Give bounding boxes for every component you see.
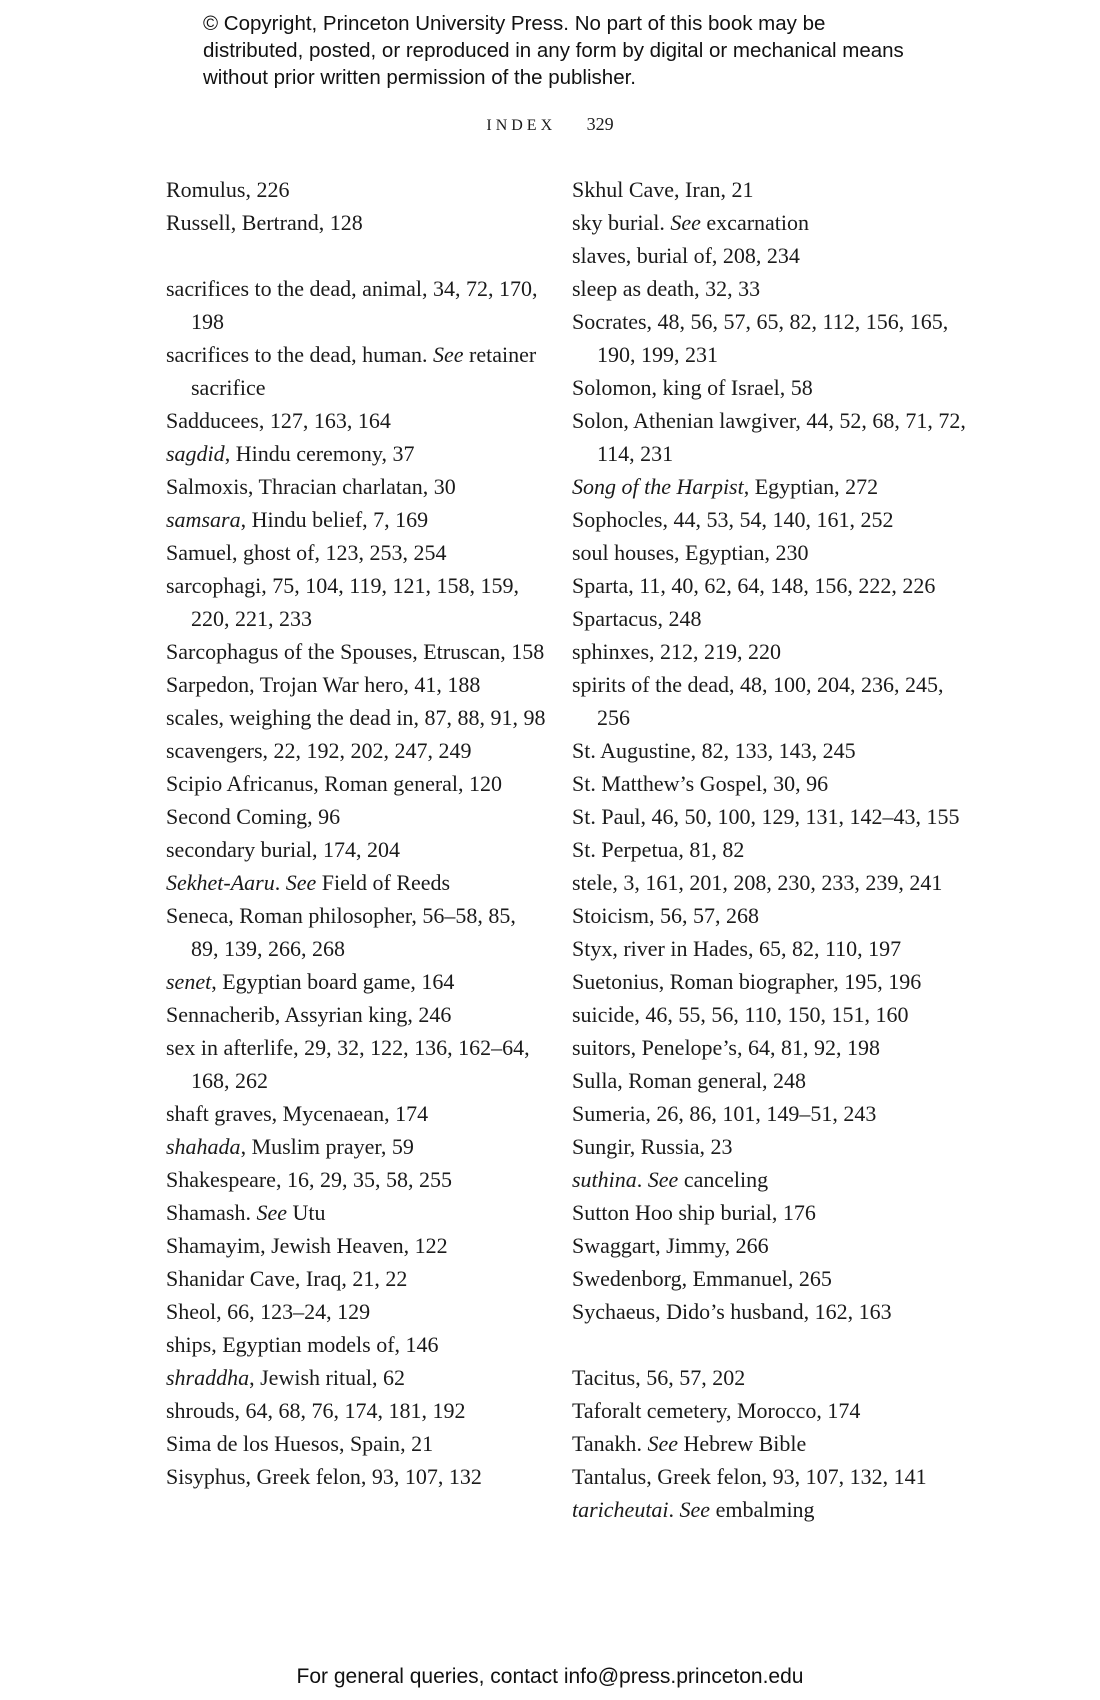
index-locators: , 64, 68, 76, 174, 181, 192 — [234, 1398, 466, 1423]
index-term: Solon, Athenian lawgiver — [572, 408, 796, 433]
index-locators: , 158 — [500, 639, 545, 664]
index-entry — [572, 767, 972, 800]
page-number: 329 — [586, 114, 614, 134]
index-term: spirits of the dead — [572, 672, 730, 697]
index-term: Shamayim, Jewish Heaven — [166, 1233, 404, 1258]
index-term: samsara — [166, 507, 241, 532]
index-term: sagdid — [166, 441, 225, 466]
index-entry — [572, 1031, 972, 1064]
index-term: Seneca, Roman philosopher — [166, 903, 412, 928]
index-entry — [572, 1262, 972, 1295]
index-term: Shanidar Cave, Iraq — [166, 1266, 342, 1291]
index-locators: , 3, 161, 201, 208, 230, 233, 239, 241 — [612, 870, 943, 895]
index-entry — [166, 668, 546, 701]
index-locators: , Hindu ceremony, 37 — [224, 441, 415, 466]
letter-group-gap — [572, 1328, 972, 1361]
index-entry — [572, 173, 972, 206]
index-term: suitors, Penelope’s — [572, 1035, 737, 1060]
index-locators: , 21 — [720, 177, 754, 202]
index-term: Tantalus, Greek felon — [572, 1464, 762, 1489]
index-locators: , 246 — [407, 1002, 452, 1027]
index-locators: , 123, 253, 254 — [314, 540, 447, 565]
index-term: slaves, burial of — [572, 243, 712, 268]
index-locators: . — [668, 1497, 680, 1522]
index-term: Shakespeare — [166, 1167, 276, 1192]
index-locators: , 21, 22 — [341, 1266, 408, 1291]
see-label: See — [256, 1200, 287, 1225]
index-entry — [166, 866, 546, 899]
index-entry — [572, 206, 972, 239]
cross-reference: retainer sacrifice — [191, 342, 537, 400]
index-entry — [166, 437, 546, 470]
cross-reference: Utu — [286, 1200, 326, 1225]
letter-group-gap — [166, 239, 546, 272]
index-entry — [572, 998, 972, 1031]
index-column-left — [166, 173, 546, 1493]
index-entry — [166, 635, 546, 668]
index-term: Sekhet-Aaru — [166, 870, 275, 895]
index-term: Styx, river in Hades — [572, 936, 748, 961]
index-locators: , 56, 57, 268 — [649, 903, 760, 928]
index-entry — [572, 1097, 972, 1130]
index-term: St. Augustine — [572, 738, 691, 763]
index-entry — [166, 1394, 546, 1427]
index-entry — [572, 602, 972, 635]
index-locators: , 30, 96 — [762, 771, 829, 796]
index-term: soul houses, Egyptian — [572, 540, 765, 565]
index-term: St. Matthew’s Gospel — [572, 771, 763, 796]
index-entry — [166, 470, 546, 503]
index-term: Samuel, ghost of — [166, 540, 315, 565]
index-entry — [166, 998, 546, 1031]
cross-reference: Field of Reeds — [316, 870, 451, 895]
index-entry — [166, 833, 546, 866]
running-head-title: INDEX — [486, 117, 557, 134]
index-term: Socrates — [572, 309, 647, 334]
index-locators: , 34, 72, 170, 198 — [191, 276, 538, 334]
index-term: Sumeria — [572, 1101, 646, 1126]
index-entry — [166, 1130, 546, 1163]
index-term: sky burial — [572, 210, 660, 235]
index-entry — [572, 899, 972, 932]
index-entry — [166, 1361, 546, 1394]
index-entry — [166, 1196, 546, 1229]
index-entry — [166, 1295, 546, 1328]
see-label: See — [647, 1431, 678, 1456]
index-entry — [166, 701, 546, 734]
index-entry — [166, 404, 546, 437]
index-term: Shamash — [166, 1200, 246, 1225]
index-term: scales, weighing the dead in — [166, 705, 414, 730]
index-entry — [166, 536, 546, 569]
index-entry — [166, 1427, 546, 1460]
index-term: Sutton Hoo ship burial — [572, 1200, 772, 1225]
index-locators: , 195, 196 — [833, 969, 922, 994]
index-entry — [572, 668, 972, 734]
index-term: Sungir, Russia — [572, 1134, 700, 1159]
index-entry — [572, 272, 972, 305]
index-term: Taforalt cemetery, Morocco — [572, 1398, 817, 1423]
see-label: See — [432, 342, 464, 367]
index-entry — [572, 404, 972, 470]
index-entry — [166, 206, 546, 239]
index-term: shraddha — [166, 1365, 250, 1390]
index-entry — [572, 569, 972, 602]
index-entry — [572, 1394, 972, 1427]
index-locators: , 87, 88, 91, 98 — [413, 705, 546, 730]
index-term: Sisyphus, Greek felon — [166, 1464, 361, 1489]
index-locators: . — [636, 1167, 648, 1192]
index-locators: , Jewish ritual, 62 — [249, 1365, 405, 1390]
index-locators: , 174 — [816, 1398, 861, 1423]
index-term: Swaggart, Jimmy — [572, 1233, 725, 1258]
index-entry — [572, 1427, 972, 1460]
running-head — [0, 114, 1100, 135]
index-term: St. Perpetua — [572, 837, 679, 862]
index-entry — [572, 1229, 972, 1262]
index-locators: , 41, 188 — [403, 672, 481, 697]
index-entry — [572, 1295, 972, 1328]
index-entry — [572, 1163, 972, 1196]
index-entry — [166, 503, 546, 536]
index-term: Sadducees — [166, 408, 259, 433]
index-locators: , 96 — [307, 804, 341, 829]
index-locators: , 127, 163, 164 — [258, 408, 391, 433]
index-locators: , 46, 50, 100, 129, 131, 142–43, 155 — [640, 804, 960, 829]
index-term: Sychaeus, Dido’s husband — [572, 1299, 804, 1324]
index-term: taricheutai — [572, 1497, 669, 1522]
index-term: Romulus — [166, 177, 246, 202]
index-column-right — [572, 173, 972, 1526]
index-locators: , 46, 55, 56, 110, 150, 151, 160 — [634, 1002, 909, 1027]
index-locators: , 265 — [787, 1266, 832, 1291]
index-locators: , Egyptian board game, 164 — [211, 969, 455, 994]
index-term: Tanakh — [572, 1431, 637, 1456]
index-entry — [572, 1460, 972, 1493]
index-entry — [572, 965, 972, 998]
index-entry — [572, 470, 972, 503]
index-term: sex in afterlife — [166, 1035, 294, 1060]
index-locators: , 44, 53, 54, 140, 161, 252 — [662, 507, 894, 532]
index-locators: . — [636, 1431, 648, 1456]
index-term: sacrifices to the dead, human — [166, 342, 422, 367]
index-entry — [166, 272, 546, 338]
index-entry — [166, 800, 546, 833]
index-entry — [166, 734, 546, 767]
index-entry — [572, 1064, 972, 1097]
index-entry — [166, 1097, 546, 1130]
index-entry — [166, 1031, 546, 1097]
index-entry — [166, 173, 546, 206]
index-locators: , 174 — [384, 1101, 429, 1126]
index-locators: , 26, 86, 101, 149–51, 243 — [645, 1101, 877, 1126]
index-locators: , 44, 52, 68, 71, 72, 114, 231 — [597, 408, 966, 466]
index-locators: , 266 — [724, 1233, 769, 1258]
cross-reference: excarnation — [700, 210, 810, 235]
index-entry — [166, 1163, 546, 1196]
index-term: sphinxes — [572, 639, 649, 664]
index-term: Stoicism — [572, 903, 650, 928]
index-locators: , Egyptian, 272 — [743, 474, 879, 499]
index-locators: , 93, 107, 132, 141 — [761, 1464, 927, 1489]
index-locators: , 48, 56, 57, 65, 82, 112, 156, 165, 190, 199, 231 — [597, 309, 949, 367]
index-term: Tacitus — [572, 1365, 636, 1390]
index-locators: , Muslim prayer, 59 — [240, 1134, 414, 1159]
index-term: shaft graves, Mycenaean — [166, 1101, 385, 1126]
index-term: Sulla, Roman general — [572, 1068, 763, 1093]
index-term: Scipio Africanus, Roman general — [166, 771, 459, 796]
index-entry — [572, 635, 972, 668]
index-term: Russell, Bertrand — [166, 210, 319, 235]
index-entry — [572, 1130, 972, 1163]
index-locators: , 212, 219, 220 — [649, 639, 781, 664]
index-term: Sarpedon, Trojan War hero — [166, 672, 404, 697]
index-locators: , 174, 204 — [312, 837, 400, 862]
index-term: Second Coming — [166, 804, 308, 829]
index-locators: , 32, 33 — [694, 276, 761, 301]
index-term: St. Paul — [572, 804, 641, 829]
index-term: Song of the Harpist — [572, 474, 744, 499]
index-entry — [572, 305, 972, 371]
index-locators: . — [274, 870, 286, 895]
index-entry — [572, 536, 972, 569]
index-locators: , 23 — [699, 1134, 733, 1159]
index-locators: , 48, 100, 204, 236, 245, 256 — [597, 672, 944, 730]
index-locators: , 226 — [245, 177, 290, 202]
index-locators: , 128 — [318, 210, 363, 235]
index-locators: , 65, 82, 110, 197 — [747, 936, 902, 961]
index-entry — [572, 932, 972, 965]
index-locators: , 82, 133, 143, 245 — [690, 738, 856, 763]
index-term: Sima de los Huesos, Spain — [166, 1431, 401, 1456]
index-locators: , 56–58, 85, 89, 139, 266, 268 — [191, 903, 516, 961]
index-entry — [166, 767, 546, 800]
see-label: See — [285, 870, 317, 895]
index-locators: . — [245, 1200, 257, 1225]
index-entry — [572, 866, 972, 899]
index-entry — [572, 734, 972, 767]
index-entry — [166, 1229, 546, 1262]
index-term: suicide — [572, 1002, 635, 1027]
index-locators: , 208, 234 — [711, 243, 800, 268]
index-locators: , 64, 81, 92, 198 — [737, 1035, 880, 1060]
index-locators: , 176 — [771, 1200, 816, 1225]
index-entry — [166, 569, 546, 635]
index-term: Sennacherib, Assyrian king — [166, 1002, 408, 1027]
index-locators: , 22, 192, 202, 247, 249 — [262, 738, 472, 763]
index-term: Solomon, king of Israel — [572, 375, 780, 400]
index-entry — [572, 503, 972, 536]
see-label: See — [679, 1497, 711, 1522]
index-entry — [572, 833, 972, 866]
index-locators: , 81, 82 — [678, 837, 745, 862]
index-term: sleep as death — [572, 276, 695, 301]
copyright-notice: © Copyright, Princeton University Press. No part of this book may be distributed, posted, or reproduced in any form by digital or mechanical means without prior written permission of the publisher. — [203, 12, 904, 89]
index-term: shrouds — [166, 1398, 235, 1423]
index-locators: , 122 — [403, 1233, 448, 1258]
index-term: Sophocles — [572, 507, 663, 532]
index-locators: , 11, 40, 62, 64, 148, 156, 222, 226 — [628, 573, 936, 598]
index-locators: , 120 — [458, 771, 503, 796]
index-locators: , 29, 32, 122, 136, 162–64, 168, 262 — [191, 1035, 530, 1093]
index-term: suthina — [572, 1167, 637, 1192]
index-locators: , 58 — [779, 375, 813, 400]
index-locators: , 230 — [764, 540, 809, 565]
footer-contact: For general queries, contact info@press.princeton.edu — [296, 1665, 804, 1688]
index-locators: , Hindu belief, 7, 169 — [240, 507, 429, 532]
index-entry — [166, 1460, 546, 1493]
index-term: sarcophagi — [166, 573, 262, 598]
cross-reference: Hebrew Bible — [677, 1431, 807, 1456]
cross-reference: canceling — [678, 1167, 769, 1192]
index-term: scavengers — [166, 738, 263, 763]
index-term: Sheol — [166, 1299, 217, 1324]
index-entry — [572, 1196, 972, 1229]
index-term: Salmoxis, Thracian charlatan — [166, 474, 423, 499]
index-entry — [166, 1328, 546, 1361]
index-term: Swedenborg, Emmanuel — [572, 1266, 788, 1291]
index-term: Sparta — [572, 573, 629, 598]
index-locators: , 75, 104, 119, 121, 158, 159, 220, 221, 233 — [191, 573, 519, 631]
index-term: stele — [572, 870, 613, 895]
index-locators: , 162, 163 — [803, 1299, 892, 1324]
see-label: See — [647, 1167, 679, 1192]
index-term: Suetonius, Roman biographer — [572, 969, 834, 994]
index-entry — [166, 1262, 546, 1295]
index-locators: , 21 — [400, 1431, 434, 1456]
index-term: senet — [166, 969, 212, 994]
index-entry — [572, 800, 972, 833]
index-locators: , 30 — [422, 474, 456, 499]
index-locators: , 146 — [394, 1332, 439, 1357]
index-locators: , 93, 107, 132 — [360, 1464, 482, 1489]
index-entry — [166, 338, 546, 404]
index-locators: . — [659, 210, 671, 235]
index-locators: , 66, 123–24, 129 — [216, 1299, 371, 1324]
index-term: secondary burial — [166, 837, 312, 862]
index-entry — [572, 1361, 972, 1394]
index-locators: , 56, 57, 202 — [635, 1365, 746, 1390]
index-term: shahada — [166, 1134, 241, 1159]
index-term: sacrifices to the dead, animal — [166, 276, 422, 301]
index-entry — [572, 239, 972, 272]
index-entry — [166, 899, 546, 965]
index-locators: , 16, 29, 35, 58, 255 — [275, 1167, 452, 1192]
see-label: See — [670, 210, 701, 235]
index-entry — [572, 371, 972, 404]
index-locators: . — [421, 342, 433, 367]
cross-reference: embalming — [710, 1497, 815, 1522]
index-term: Sarcophagus of the Spouses, Etruscan — [166, 639, 501, 664]
index-term: Spartacus — [572, 606, 658, 631]
index-term: Skhul Cave, Iran — [572, 177, 721, 202]
index-locators: , 248 — [657, 606, 702, 631]
index-entry — [572, 1493, 972, 1526]
index-entry — [166, 965, 546, 998]
index-locators: , 248 — [762, 1068, 807, 1093]
index-term: ships, Egyptian models of — [166, 1332, 395, 1357]
